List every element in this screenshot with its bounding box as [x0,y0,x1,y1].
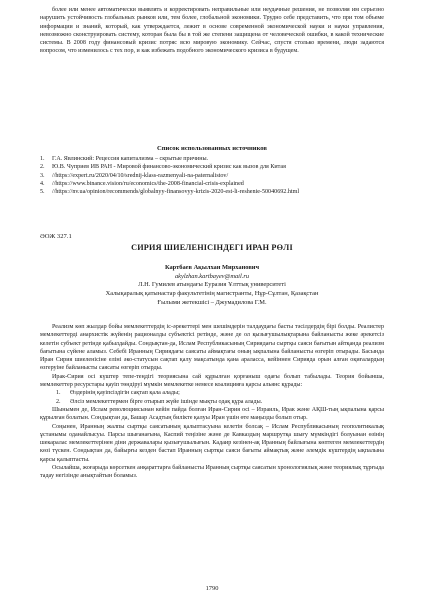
body-paragraph: Реализм көп жылдар бойы мемлекеттердің іс-әрекеттері мен шешімдерін талдаудағы басты тәсілдердің бірі болды. Реалистер мемлекеттерді анархистік жүйенің рационалды субъектісі ретінде, және де ол қызығушылықтарына байланысты жеке әрекетсіз келетін субъект ретінде қабылдайды. Сондықтан-да, Ислам Республикасының Сириядағы сыртқы саяси бағытын айтқанда реализм бағытына сүйене аламыз. Себебі Иранның Сириядағы саясаты аймақтағы оның ықпалына байланысты өзгеріп отырады. Басында Иран Сирия шиеленісіне еліні әко-статусын сақтап қалу мақсатында қана араласса, кейіннен Сирияда орын алған оқиғалардың өзгеруіне байланысты саясаты өзгеріп отырды. [40,324,384,372]
references-list [40,155,384,196]
body-paragraph: Ирак-Сирия осі күштер тепе-теңдігі теориясына сай құрылған қорғаныш одағы болып табылады. Теория бойынша, мемлекеттер ресурстары қауіп төндіруі мүмкін мемлекетке немесе коалицияға қарсы альянс құрады: [40,373,384,389]
numbered-list [40,389,384,406]
reference-item: 5. //https://nv.ua/opinion/recommends/globalnyy-finansovyy-krizis-2020-est-li-reshenie-50040692.html [40,189,300,196]
affiliation-faculty: Халықаралық қатынастар факультетінің магистранты, Нұр-Сұлтан, Қазақстан [105,290,319,298]
list-item: 1. Өздерінің қауіпсіздігін сақтап қала алады; [56,390,180,397]
reference-item: 4. //https://www.binance.vision/ru/economics/the-2008-financial-crisis-explained [40,180,244,187]
author-block [40,264,384,308]
body-paragraph: Шынымен де, Ислам революциясынан кейін пайда болған Иран-Сирия осі – Израиль, Ирак және АҚШ-тың ықпалына қарсы құрылған болатын. Сондықтан да, Башар Асадтың билікте қалуы Иран үшін өте маңызды болып отыр. [40,406,384,422]
reference-item: 1. Г.А. Явлинский: Рецессия капитализма – скрытые причины. [40,156,209,162]
affiliation-university: Л.Н. Гумилев атындағы Еуразия Ұлттық университеті [138,281,286,289]
article-title: СИРИЯ ШИЕЛЕНІСІНДЕГІ ИРАН РӨЛІ [131,243,293,252]
article-body [40,323,384,481]
body-paragraph: Соңынен, Иранның жалпы сыртқы саясатының қалыптасуына келетін болсақ – Ислам Республикасының геополитикалық ұстанымы оданайлысуы. Парсы шығанағына, Каспий теңізіне және де Кавказдың маршрутқа шығу мүмкіндігі болуынан өзінің шекаралас мемлекеттерінен діни державалары қызығушылығын. Кадаир кезінен-ақ Иранның байлығына көптеген мемлекеттердің көзі түскен. Сондықтан да, байырғы кезден бастап Иранның сыртқы саяси бағыты аймақтық және әлемдік күштердің ықпалына қарсы қалыптасты. [40,423,384,463]
intro-paragraph: более или менее автоматически выявлять и корректировать неправильные или неудачные решения, не позволяя им серьезно нарушить устойчивость глобальных рынков или, тем более, глобальной экономики. Трудно себе представить, что при том объеме информации и знаний, который, как утверждается, лежит в основе современной экономической науки и науки управления, невозможно сконструировать систему, которая была бы в той же степени защищена от человеческой ошибки, в какой технические системы. В 2008 году финансовый кризис потряс всю мировую экономику. Сейчас, спустя столько времени, люди задаются вопросом, что изменилось с тех пор, и как избежать подобного экономического кризиса в будущем. [40,7,384,55]
list-item: 2. Әлсіз мемлекеттермен бірге отырып жүйе ішінде мықты одақ құра алады. [56,398,263,405]
page-number: 1790 [205,585,219,592]
references-title: Список использованных источников [157,145,267,152]
reference-item: 3. //https://expert.ru/2020/04/10/srednij-klass-razmenyali-na-paternalistov/ [40,172,229,179]
author-email: akylzhan.kartbayev@mail.ru [174,272,250,280]
udk-code: ӘОЖ 327.1 [40,233,72,240]
author-name: Картбаев Ақылхан Мирханович [164,264,260,271]
reference-item: 2. Ю.В. Чуприев ИВ РАН - Мировой финансово-экономический кризис как вызов для Китая [40,164,286,171]
body-paragraph: Осылайша, жоғарыда көрсеткен анқараттарға байланысты Иранның сыртқы саясатын хронологиялық және теориялық тұрғыда тадау негізінде анықтайтын боламыз. [40,465,384,480]
supervisor: Ғылыми жетекшісі – Джумадилова Г.М. [157,298,267,306]
